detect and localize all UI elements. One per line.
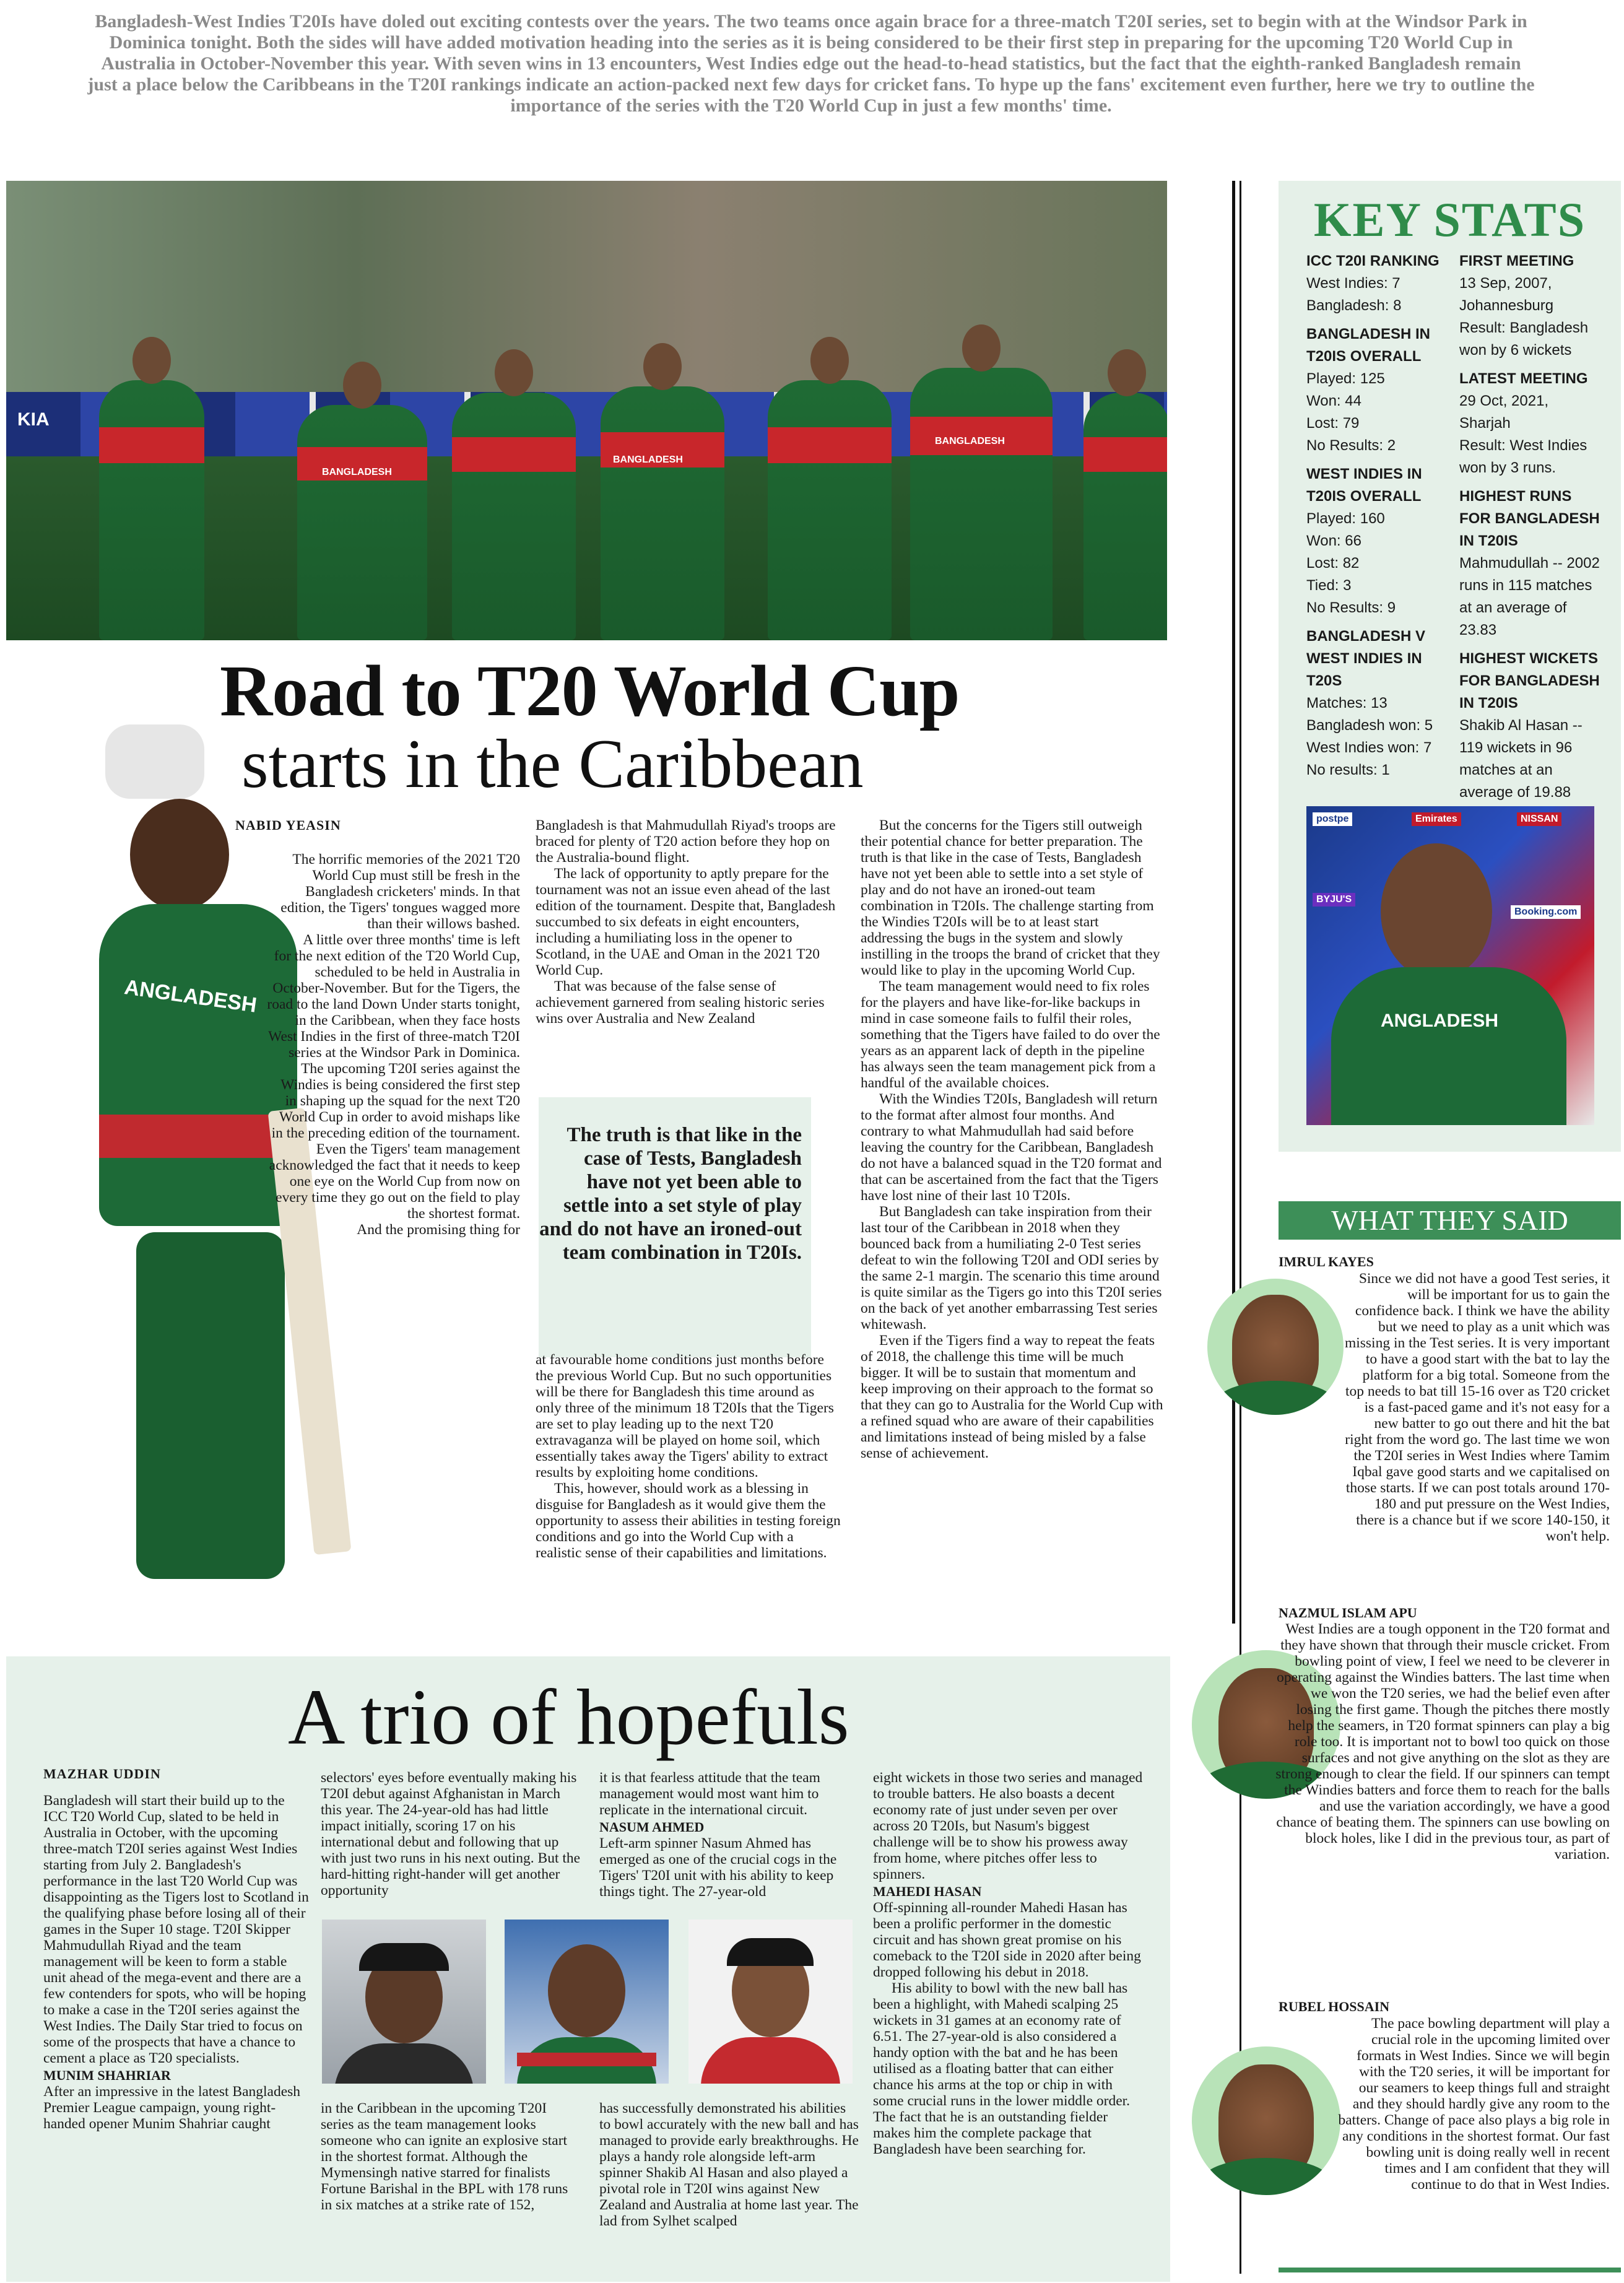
stat-heading: BANGLADESH V WEST INDIES IN T20S [1306, 628, 1426, 689]
paragraph: Bangladesh will start their build up to the ICC T20 World Cup, slated to be held in Australia in October, with the upcoming three-match T20I series against West Indies starting from July 2. Bangladesh's performance in the last T20 World Cup was disappointing as the Tigers lost to Scotland in the qualifying phase before losing all of their games in the Super 10 stage. T20I Skipper Mahmudullah Riyad and the team management will be keen to form a stable unit ahead of the mega-event and there are a few contenders for spots, who will be hoping to make a case in the T20I series against the West Indies. The Daily Star tried to focus on some of the prospects that have a chance to cement a place as T20 specialists. [43, 1793, 309, 2066]
nasum-ahmed-photo [505, 1920, 669, 2084]
quote-name: IMRUL KAYES [1279, 1254, 1374, 1269]
bottom-rule [1279, 2268, 1621, 2272]
main-column-2b [536, 1352, 842, 1561]
headline-line2: starts in the Caribbean [241, 726, 864, 802]
paragraph: And the promising thing for [357, 1222, 520, 1238]
jersey-text: BANGLADESH [613, 454, 683, 465]
paragraph: With the Windies T20Is, Bangladesh will return to the format after almost four months. And contrary to what Mahmudullah had said before leaving the country for the Caribbean, Bangladesh do not have a balanced squad in the T20 format and that can be ascertained from the fact that the Tigers have lost nine of their last 10 T20Is. [861, 1091, 1162, 1204]
stat-line: No Results: 9 [1306, 599, 1396, 616]
stat-heading: HIGHEST RUNS FOR BANGLADESH IN T20IS [1459, 488, 1600, 549]
stat-line: Bangladesh won: 5 [1306, 717, 1433, 734]
paragraph: But Bangladesh can take inspiration from their last tour of the Caribbean in 2018 when they bounced back from a humiliating 2-0 Test series defeat to win the following T20I and ODI series by the same 2-1 margin. The scenario this time around is quite similar as the Tigers go into this T20I series on the back of yet another embarrassing Test series whitewash. [861, 1204, 1162, 1333]
trio-column-2b [321, 2100, 581, 2213]
stat-group [1306, 323, 1455, 457]
stat-line: Shakib Al Hasan -- 119 wickets in 96 matches at an average of 19.88 [1459, 717, 1583, 801]
paragraph: Even the Tigers' team management acknowledged the fact that it needs to keep one eye on the World Cup from now on every time they go out on the field to play the shortest format. [269, 1141, 520, 1222]
stat-line: Played: 125 [1306, 370, 1385, 387]
headline-line1: Road to T20 World Cup [220, 650, 960, 731]
trio-column-3b [599, 2100, 859, 2229]
key-stats-right [1459, 250, 1602, 804]
stat-line: West Indies: 7 [1306, 275, 1400, 292]
stat-group [1459, 250, 1602, 362]
stat-heading: HIGHEST WICKETS FOR BANGLADESH IN T20IS [1459, 650, 1600, 711]
quote-text: The pace bowling department will play a crucial role in the upcoming limited over formats in West Indies. Since we will begin with the T20 series, it will be important for our seamers to keep things full and straight and they should hardly give any room to the batters. Change of pace also plays a big role in any conditions in the shortest format. Our fast bowling unit is doing really well in recent times and I am confident that they will continue to do that in West Indies. [1338, 2016, 1610, 2193]
paragraph: But the concerns for the Tigers still outweigh their potential chance for better preparation. The truth is that like in the case of Tests, Bangladesh have not yet been able to settle into a set style of play and do not have an ironed-out team combination in T20Is. The challenge starting from the Windies T20Is will be to at least start addressing the bugs in the system and slowly instilling in the troops the brand of cricket that they would like to play in the upcoming World Cup. [861, 817, 1160, 978]
stat-heading: FIRST MEETING [1459, 253, 1574, 269]
sponsor-sign: NISSAN [1517, 812, 1561, 826]
stat-line: Lost: 79 [1306, 415, 1360, 432]
board-sign: KIA [17, 409, 50, 430]
stat-line: Bangladesh: 8 [1306, 297, 1402, 314]
head [130, 799, 229, 910]
stat-heading: WEST INDIES IN T20IS OVERALL [1306, 466, 1422, 505]
stat-line: Result: West Indies won by 3 runs. [1459, 437, 1587, 476]
player-figure [910, 368, 1053, 640]
trio-column-2 [321, 1770, 581, 1898]
stat-line: Played: 160 [1306, 510, 1385, 527]
paragraph: This, however, should work as a blessing in disguise for Bangladesh as it would give them the opportunity to assess their abilities in testing foreign conditions and go into the World Cup with a realistic sense of their capabilities and limitations. [536, 1481, 841, 1561]
trio-byline: MAZHAR UDDIN [43, 1766, 161, 1781]
stat-heading: ICC T20I RANKING [1306, 253, 1439, 269]
key-stats-title: KEY STATS [1313, 193, 1586, 246]
column-rule [1240, 181, 1241, 2274]
player-figure [99, 380, 204, 640]
stat-group [1459, 368, 1602, 479]
sponsor-sign: BYJU'S [1313, 893, 1355, 907]
mahedi-hasan-photo [688, 1920, 853, 2084]
sponsor-sign: postpe [1313, 812, 1352, 826]
intro-text: Bangladesh-West Indies T20Is have doled out exciting contests over the years. The two teams once again brace for a three-match T20I series, set to begin with at the Windsor Park in Dominica tonight. Both the sides will have added motivation heading into the series as it is being considered to be their first step in preparing for the upcoming T20 World Cup in Australia in October-November this year. With seven wins in 13 encounters, West Indies edge out the head-to-head statistics, but the fact that the eighth-ranked Bangladesh remain just a place below the Caribbeans in the T20I rankings indicate an action-packed next few days for cricket fans. To hype up the fans' excitement even further, here we try to outline the importance of the series with the T20 World Cup in just a few months' time. [87, 11, 1535, 116]
player-figure [297, 405, 427, 640]
stat-line: Won: 66 [1306, 533, 1361, 549]
quote-name: RUBEL HOSSAIN [1279, 1999, 1390, 2014]
key-stats-box [1279, 181, 1621, 1152]
trio-column-1 [43, 1793, 310, 2132]
stat-line: No results: 1 [1306, 762, 1390, 778]
pull-quote-text: The truth is that like in the case of Tests, Bangladesh have not yet been able to settle into a set style of play and do not have an ironed-out team combination in T20Is. [539, 1124, 802, 1264]
paragraph: in the Caribbean in the upcoming T20I series as the team management looks someone who can ignite an explosive start in the shortest format. Although the Mymensingh native starred for finalists Fortune Barishal in the BPL with 178 runs in six matches at a strike rate of 152, [321, 2100, 568, 2213]
stat-line: West Indies won: 7 [1306, 739, 1432, 756]
quote-name: NAZMUL ISLAM APU [1279, 1605, 1417, 1620]
pads [136, 1232, 285, 1579]
paragraph: eight wickets in those two series and managed to trouble batters. He also boasts a decent economy rate of just under seven per over across 20 T20Is, but Nasum's biggest challenge will be to show his prowess away from home, where pitches offer less to spinners. [873, 1770, 1143, 1882]
main-column-2 [536, 817, 842, 1027]
trio-title: A trio of hopefuls [288, 1673, 849, 1761]
sponsor-sign: Emirates [1412, 812, 1461, 826]
paragraph: The lack of opportunity to aptly prepare for the tournament was not an issue even ahead of the last edition of the tournament. Despite that, Bangladesh succumbed to six defeats in eight encounters, including a humiliating loss in the opener to Scotland, in the UAE and Oman in the 2021 T20 World Cup. [536, 866, 836, 978]
stat-line: 29 Oct, 2021, Sharjah [1459, 393, 1549, 432]
paragraph: The upcoming T20I series against the Windies is being considered the first step in shaping up the squad for the next T20 World Cup in order to avoid mishaps like in the preceding edition of the tournament. [271, 1061, 520, 1141]
imrul-kayes-portrait [1207, 1279, 1344, 1415]
jersey-text: BANGLADESH [935, 436, 1005, 446]
munim-shahriar-photo [322, 1920, 486, 2084]
paragraph: After an impressive in the latest Bangladesh Premier League campaign, young right-handed opener Munim Shahriar caught [43, 2084, 301, 2132]
jersey-text: BANGLADESH [322, 467, 392, 477]
stat-group [1459, 485, 1602, 641]
stat-line: Won: 44 [1306, 393, 1361, 409]
player-heading: MAHEDI HASAN [873, 1884, 982, 1899]
quote-text: Since we did not have a good Test series, it will be important for us to gain the confidence back. I think we have the ability but we need to play as a unit which was missing in the Test series. It is very important to have a good start with the bat to lay the platform for a big total. Someone from the top needs to bat till 15-16 over as T20 cricket is a fast-paced game and it's not easy for a new batter to go out there and hit the bat right from the word go. The last time we won the T20I series in West Indies where Tamim Iqbal gave good starts and we capitalised on those starts. If we can post totals around 170-180 and put pressure on the West Indies, there is a chance but if we score 140-150, it won't help. [1344, 1271, 1610, 1544]
stat-line: Result: Bangladesh won by 6 wickets [1459, 320, 1589, 359]
stat-group [1306, 250, 1455, 317]
shakib-photo [1306, 806, 1594, 1125]
jersey-text: ANGLADESH [123, 975, 259, 1017]
paragraph: The horrific memories of the 2021 T20 World Cup must still be fresh in the Bangladesh cricketers' minds. In that edition, the Tigers' tongues wagged more than their willows bashed. [280, 851, 520, 932]
paragraph: at favourable home conditions just months before the previous World Cup. But no such opportunities will be there for Bangladesh this time around as only three of the minimum 18 T20Is that the Tigers are set to play leading up to the next T20 extravaganza will be played on home soil, which essentially takes away the Tigers' ability to extract results by exploiting home conditions. [536, 1352, 834, 1481]
paragraph: That was because of the false sense of achievement garnered from sealing historic series wins over Australia and New Zealand [536, 978, 825, 1027]
paragraph: A little over three months' time is left for the next edition of the T20 World Cup, scheduled to be held in Australia in October-November. But for the Tigers, the road to the land Down Under starts tonight, in the Caribbean, when they face hosts West Indies in the first of three-match T20I series at the Windsor Park in Dominica. [267, 932, 520, 1061]
pull-quote [539, 1097, 811, 1357]
stat-heading: BANGLADESH IN T20IS OVERALL [1306, 326, 1431, 365]
player-figure [601, 386, 724, 640]
helmet [105, 724, 204, 799]
stat-heading: LATEST MEETING [1459, 370, 1588, 387]
player-figure [452, 393, 576, 640]
trio-column-3 [599, 1770, 859, 1900]
main-byline: NABID YEASIN [235, 817, 341, 833]
player-figure [768, 380, 892, 640]
stat-line: No Results: 2 [1306, 437, 1396, 454]
player-heading: MUNIM SHAHRIAR [43, 2068, 171, 2083]
paragraph: selectors' eyes before eventually making his T20I debut against Afghanistan in March this year. The 24-year-old has had little impact initially, scoring 17 on his international debut and following that up with just two runs in his next outing. But the hard-hitting right-hander will get another opportunity [321, 1770, 581, 1898]
paragraph: Bangladesh is that Mahmudullah Riyad's troops are braced for plenty of T20 action before they hop on the Australia-bound flight. [536, 817, 836, 866]
what-they-said-banner: WHAT THEY SAID [1279, 1201, 1621, 1240]
stat-line: Mahmudullah -- 2002 runs in 115 matches at an average of 23.83 [1459, 555, 1600, 638]
stat-group [1306, 625, 1455, 781]
stat-group [1459, 648, 1602, 804]
main-column-1 [266, 851, 520, 1238]
sponsor-sign: Booking.com [1511, 905, 1581, 919]
rubel-hossain-portrait [1192, 2046, 1340, 2195]
paragraph: Even if the Tigers find a way to repeat the feats of 2018, the challenge this time will be much bigger. It will be to sustain that momentum and keep improving on their approach to the format so that they can go to Australia for the World Cup with a refined squad who are aware of their capabilities and limitations instead of being misled by a false sense of achievement. [861, 1333, 1163, 1461]
paragraph: it is that fearless attitude that the team management would most want him to replicate in the international circuit. [599, 1770, 820, 1818]
paragraph: Left-arm spinner Nasum Ahmed has emerged as one of the crucial cogs in the Tigers' T20I unit with his ability to keep things tight. The 27-year-old [599, 1835, 837, 1900]
main-column-3 [861, 817, 1164, 1461]
stat-line: Matches: 13 [1306, 695, 1387, 711]
player-figure [1083, 393, 1167, 640]
paragraph: His ability to bowl with the new ball has been a highlight, with Mahedi scalping 25 wickets in 31 games at an economy rate of 6.51. The 27-year-old is also considered a handy option with the bat and he has been utilised as a floating batter that can either chance his arms at the top or chip in with some crucial runs in the lower middle order. The fact that he is an outstanding fielder makes him the complete package that Bangladesh have been searching for. [873, 1980, 1131, 2157]
quote-text: West Indies are a tough opponent in the T20 format and they have shown that through their muscle cricket. From bowling point of view, I feel we need to be cleverer in operating against the Windies batters. The last time when we won the T20 series, we had the belief even after losing the first game. Though the pitches there mostly help the seamers, in T20 format spinners can play a big role too. It is important not to bowl too quick on those surfaces and not give anything on the slot as they are strong enough to clear the field. If our spinners can tempt the Windies batters and force them to reach for the balls and use the variation accordingly, we have a good chance of beating them. The spinners can use bowling on block holes, like I did in the previous tour, as part of variation. [1275, 1621, 1610, 1863]
key-stats-left [1306, 250, 1455, 781]
stat-line: 13 Sep, 2007, Johannesburg [1459, 275, 1554, 314]
stat-line: Tied: 3 [1306, 577, 1352, 594]
stat-group [1306, 463, 1455, 619]
paragraph: Off-spinning all-rounder Mahedi Hasan has been a prolific performer in the domestic circuit and has shown great promise on his comeback to the T20I side in 2020 after being dropped following his debut in 2018. [873, 1900, 1141, 1980]
trio-column-4 [873, 1770, 1145, 2157]
paragraph: has successfully demonstrated his abilities to bowl accurately with the new ball and has managed to provide early breakthroughs. He plays a handy role alongside left-arm spinner Shakib Al Hasan and also played a pivotal role in T20I wins against New Zealand and Australia at home last year. The lad from Sylhet scalped [599, 2100, 859, 2229]
paragraph: The team management would need to fix roles for the players and have like-for-like backups in mind in case someone fails to fulfil their roles, something that the Tigers have failed to do over the years as an apparent lack of depth in the pipeline has always seen the team management pick from a handful of the available choices. [861, 978, 1160, 1091]
jersey-text: ANGLADESH [1381, 1011, 1499, 1031]
celebration-photo [6, 181, 1167, 640]
stat-line: Lost: 82 [1306, 555, 1360, 572]
player-heading: NASUM AHMED [599, 1819, 705, 1835]
